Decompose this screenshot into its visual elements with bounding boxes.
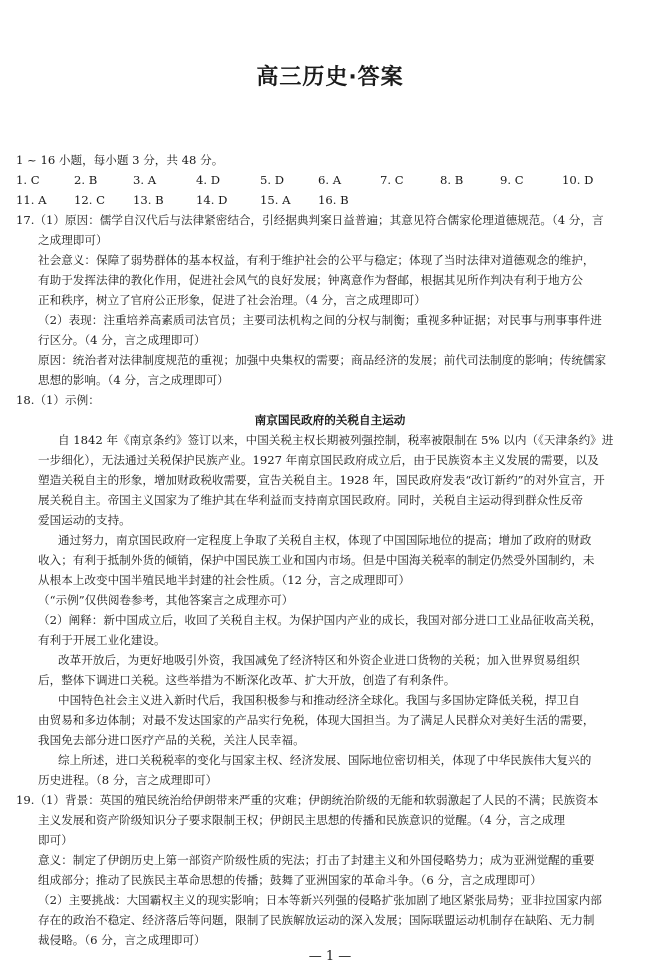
q18-line: 后，整体下调进口关税。这些举措为不断深化改革、扩大开放，创造了有利条件。 [38, 673, 456, 687]
answers-row-2 [16, 190, 648, 210]
q18-line: 一步细化），无法通过关税保护民族产业。1927 年南京国民政府成立后，由于民族资本主义发展的需要，以及 [38, 453, 599, 467]
answer-item: 9. C [500, 173, 524, 187]
q18-line: 中国特色社会主义进入新时代后，我国积极参与和推动经济全球化。我国与多国协定降低关税，捍卫自 [58, 693, 580, 707]
q18-line: 塑造关税自主的形象，增加财政税收需要，宣告关税自主。1928 年，国民政府发表“改订新约”的对外宣言，开 [38, 473, 605, 487]
q19-line: 即可） [38, 833, 73, 847]
answer-item: 2. B [74, 173, 98, 187]
q17-line: 之成理即可） [38, 233, 108, 247]
q18-line: （“示例”仅供阅卷参考，其他答案言之成理亦可） [38, 593, 294, 607]
q17-line: 有助于发挥法律的教化作用，促进社会风气的良好发展；钟离意作为督邮，根据其见所作判决有利于地方公 [38, 273, 583, 287]
q19-line: 裁侵略。（6 分，言之成理即可） [38, 933, 206, 947]
answers-row-1 [16, 170, 648, 190]
q19-line: 主义发展和资产阶级知识分子要求限制王权；伊朗民主思想的传播和民族意识的觉醒。（4 分，言之成理 [38, 813, 565, 827]
q17-line: 原因：统治者对法律制度规范的重视；加强中央集权的需要；商品经济的发展；前代司法制度的影响；传统儒家 [38, 353, 607, 367]
answer-item: 6. A [318, 173, 342, 187]
answer-item: 12. C [74, 193, 105, 207]
q18-line: 我国免去部分进口医疗产品的关税，关注人民幸福。 [38, 733, 305, 747]
answer-item: 10. D [562, 173, 594, 187]
q18-line: 综上所述，进口关税税率的变化与国家主权、经济发展、国际地位密切相关，体现了中华民族伟大复兴的 [58, 753, 592, 767]
answer-item: 5. D [260, 173, 285, 187]
q18-line: 从根本上改变中国半殖民地半封建的社会性质。（12 分，言之成理即可） [38, 573, 411, 587]
q18-line: 18.（1）示例： [16, 393, 100, 407]
q19-line: 意义：制定了伊朗历史上第一部资产阶级性质的宪法；打击了封建主义和外国侵略势力；成为亚洲觉醒的重要 [38, 853, 595, 867]
answer-item: 11. A [16, 193, 47, 207]
answer-item: 15. A [260, 193, 291, 207]
q18-line: 爱国运动的支持。 [38, 513, 131, 527]
q18-line: 自 1842 年《南京条约》签订以来，中国关税主权长期被列强控制，税率被限制在 5% 以内（《天津条约》进 [58, 433, 614, 447]
answer-item: 1. C [16, 173, 40, 187]
q18-line: 改革开放后，为更好地吸引外资，我国减免了经济特区和外资企业进口货物的关税；加入世界贸易组织 [58, 653, 580, 667]
answer-item: 4. D [196, 173, 221, 187]
q18-line: （2）阐释：新中国成立后，收回了关税自主权。为保护国内产业的成长，我国对部分进口工业品征收高关税， [38, 613, 602, 627]
q18-line: 收入；有利于抵制外货的倾销，保护中国民族工业和国内市场。但是中国海关税率的制定仍然受外国制约，未 [38, 553, 595, 567]
q17-line: （2）表现：注重培养高素质司法官员；主要司法机构之间的分权与制衡；重视多种证据；对民事与刑事事件进 [38, 313, 602, 327]
answer-item: 8. B [440, 173, 464, 187]
answer-item: 16. B [318, 193, 349, 207]
section-header: 1 ~ 16 小题，每小题 3 分，共 48 分。 [16, 153, 224, 167]
q19-line: 组成部分；推动了民族民主革命思想的传播；鼓舞了亚洲国家的革命斗争。（6 分，言之成理即可） [38, 873, 542, 887]
page-number: — 1 — [308, 949, 352, 964]
essay-title: 南京国民政府的关税自主运动 [254, 413, 406, 427]
q17-line: 社会意义：保障了弱势群体的基本权益，有利于维护社会的公平与稳定；体现了当时法律对道德观念的维护， [38, 253, 595, 267]
q17-line: 正和秩序，树立了官府公正形象，促进了社会治理。（4 分，言之成理即可） [38, 293, 426, 307]
q17-line: 思想的影响。（4 分，言之成理即可） [38, 373, 229, 387]
q19-line: 存在的政治不稳定、经济落后等问题，限制了民族解放运动的深入发展；国际联盟运动机制存在缺陷、无力制 [38, 913, 595, 927]
q18-line: 展关税自主。帝国主义国家为了维护其在华利益而支持南京国民政府。同时，关税自主运动得到群众性反帝 [38, 493, 583, 507]
answer-item: 13. B [133, 193, 164, 207]
q18-line: 历史进程。（8 分，言之成理即可） [38, 773, 218, 787]
answer-item: 14. D [196, 193, 228, 207]
q19-line: 19.（1）背景：英国的殖民统治给伊朗带来严重的灾难；伊朗统治阶级的无能和软弱激起了人民的不满；民族资本 [16, 793, 599, 807]
page-title: 高三历史·答案 [256, 65, 404, 90]
answer-item: 7. C [380, 173, 404, 187]
answer-item: 3. A [133, 173, 157, 187]
q18-line: 有利于开展工业化建设。 [38, 633, 166, 647]
q19-line: （2）主要挑战：大国霸权主义的现实影响；日本等新兴列强的侵略扩张加剧了地区紧张局势；亚非拉国家内部 [38, 893, 602, 907]
q18-line: 通过努力，南京国民政府一定程度上争取了关税自主权，体现了中国国际地位的提高；增加了政府的财政 [58, 533, 592, 547]
q17-line: 行区分。（4 分，言之成理即可） [38, 333, 206, 347]
q18-line: 由贸易和多边体制；对最不发达国家的产品实行免税，体现大国担当。为了满足人民群众对美好生活的需要， [38, 713, 595, 727]
q17-line: 17.（1）原因：儒学自汉代后与法律紧密结合，引经据典判案日益普遍；其意见符合儒家伦理道德规范。（4 分，言 [16, 213, 604, 227]
